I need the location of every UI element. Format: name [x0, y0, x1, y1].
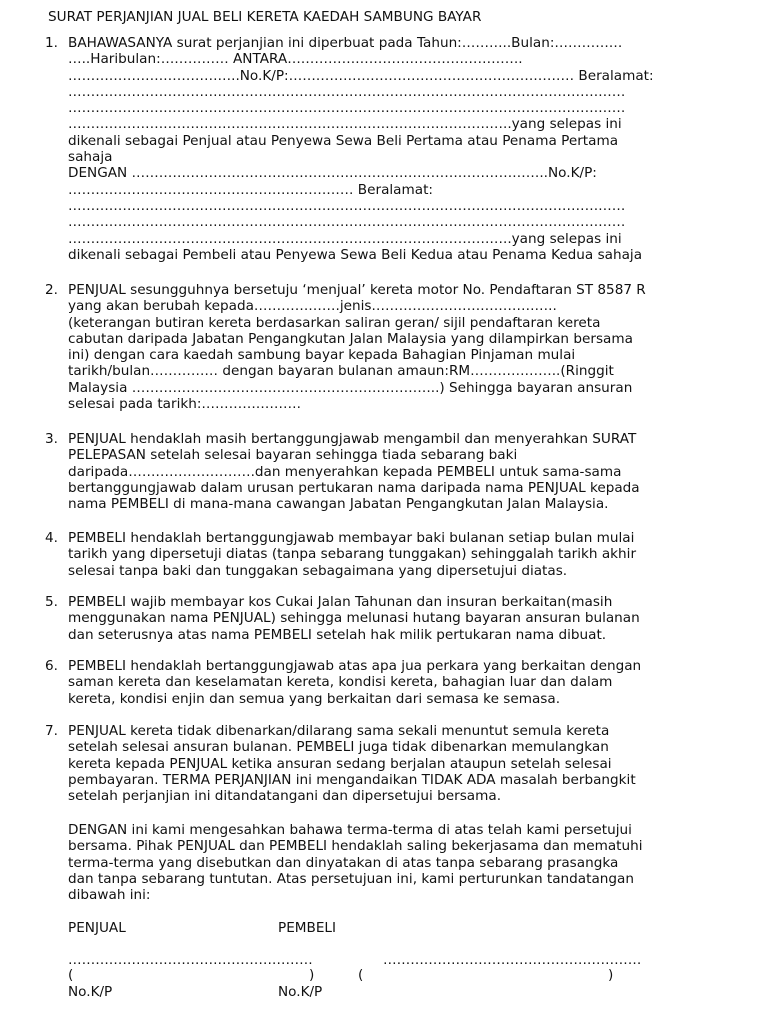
- clause-line: ……………………………………………………………………………………………………………: [68, 100, 626, 117]
- clause-line: ……………………………………………………………………………………..yang selepas ini: [68, 230, 622, 247]
- clause-line: PEMBELI wajib membayar kos Cukai Jalan Tahunan dan insuran berkaitan(masih: [68, 594, 613, 610]
- clause-line: PELEPASAN setelah selesai bayaran sehingga tiada sebarang baki: [68, 447, 518, 464]
- clause-number: 5.: [45, 594, 58, 610]
- clause-line: saman kereta dan keselamatan kereta, kondisi kereta, bahagian luar dan dalam: [68, 674, 613, 691]
- clause-text: [68, 530, 728, 579]
- clause-text: [68, 282, 728, 412]
- seller-nokp-label: No.K/P: [68, 984, 113, 1000]
- clause-line: kereta, kondisi enjin dan semua yang berkaitan dari semasa ke semasa.: [68, 690, 561, 707]
- clause-line: dikenali sebagai Penjual atau Penyewa Sewa Beli Pertama atau Penama Pertama: [68, 132, 619, 149]
- closing-line: dibawah ini:: [68, 887, 151, 904]
- closing-line: DENGAN ini kami mengesahkan bahawa terma-terma di atas telah kami persetujui: [68, 822, 632, 838]
- buyer-name-paren-close: ): [608, 967, 614, 983]
- buyer-nokp-label: No.K/P: [278, 984, 323, 1000]
- clause-line: PENJUAL sesungguhnya bersetuju ‘menjual’ kereta motor No. Pendaftaran ST 8587 R: [68, 282, 646, 298]
- clause-line: ……………………………………………………………………………………………………………: [68, 83, 626, 100]
- clause-line: dikenali sebagai Pembeli atau Penyewa Sewa Beli Kedua atau Penama Kedua sahaja: [68, 246, 643, 263]
- clause-line: kereta kepada PENJUAL ketika ansuran sedang berjalan ataupun setelah selesai: [68, 755, 612, 772]
- seller-label: PENJUAL: [68, 920, 126, 936]
- clause-number: 4.: [45, 530, 58, 546]
- clause-line: PENJUAL hendaklah masih bertanggungjawab mengambil dan menyerahkan SURAT: [68, 431, 637, 447]
- seller-name-paren-open: (: [68, 967, 74, 983]
- clause-line: tarikh/bulan…………… dengan bayaran bulanan amaun:RM………………..(Ringgit: [68, 363, 614, 380]
- clause-line: setelah selesai ansuran bulanan. PEMBELI juga tidak dibenarkan memulangkan: [68, 739, 609, 756]
- clause-text: [68, 35, 728, 263]
- clause-text: [68, 723, 728, 804]
- clause-line: menggunakan nama PENJUAL) sehingga melunasi hutang bayaran ansuran bulanan: [68, 610, 640, 627]
- clause-line: selesai pada tarikh:………………….: [68, 396, 301, 413]
- clause-line: (keterangan butiran kereta berdasarkan saliran geran/ sijil pendaftaran kereta: [68, 314, 601, 331]
- clause-number: 1.: [45, 35, 58, 51]
- closing-line: bersama. Pihak PENJUAL dan PEMBELI hendaklah saling bekerjasama dan mematuhi: [68, 838, 643, 855]
- clause-line: ……………………………………………………………………………………………………………: [68, 214, 626, 231]
- clause-line: PEMBELI hendaklah bertanggungjawab membayar baki bulanan setiap bulan mulai: [68, 530, 635, 546]
- clause-line: PEMBELI hendaklah bertanggungjawab atas apa jua perkara yang berkaitan dengan: [68, 658, 642, 674]
- seller-signature-line: ………………………………………………: [68, 952, 313, 968]
- clause-line: cabutan daripada Jabatan Pengangkutan Jalan Malaysia yang dilampirkan bersama: [68, 330, 633, 347]
- buyer-label: PEMBELI: [278, 920, 337, 936]
- clause-line: dan seterusnya atas nama PEMBELI setelah hak milik pertukaran nama dibuat.: [68, 626, 607, 643]
- clause-line: ini) dengan cara kaedah sambung bayar kepada Bahagian Pinjaman mulai: [68, 347, 576, 364]
- clause-line: BAHAWASANYA surat perjanjian ini diperbuat pada Tahun:………..Bulan:……………: [68, 35, 623, 51]
- document-title: SURAT PERJANJIAN JUAL BELI KERETA KAEDAH SAMBUNG BAYAR: [48, 9, 482, 25]
- clause-line: …..Haribulan:…………… ANTARA…………………………………………….: [68, 51, 523, 68]
- seller-name-paren-close: ): [309, 967, 315, 983]
- clause-line: bertanggungjawab dalam urusan pertukaran nama daripada nama PENJUAL kepada: [68, 479, 640, 496]
- clause-line: DENGAN ………………………………………………………………………………..No.K/P:: [68, 165, 597, 182]
- clause-line: ……………………………………………………………………………………………………………: [68, 197, 626, 214]
- clause-line: ……………………………………………………………………………………..yang selepas ini: [68, 116, 622, 133]
- clause-line: setelah perjanjian ini ditandatangani dan dipersetujui bersama.: [68, 788, 502, 805]
- clause-number: 3.: [45, 431, 58, 447]
- clause-number: 6.: [45, 658, 58, 674]
- closing-line: terma-terma yang disebutkan dan dinyatakan di atas tanpa sebarang prasangka: [68, 854, 619, 871]
- clause-line: ……………………………………………………… Beralamat:: [68, 181, 433, 198]
- buyer-signature-line: …………………………………………………: [383, 952, 642, 968]
- buyer-name-paren-open: (: [358, 967, 364, 983]
- clause-line: yang akan berubah kepada……………….jenis…………………………………..: [68, 298, 557, 315]
- clause-line: daripada……………………….dan menyerahkan kepada PEMBELI untuk sama-sama: [68, 463, 622, 480]
- closing-statement: [68, 822, 728, 903]
- clause-line: nama PEMBELI di mana-mana cawangan Jabatan Pengangkutan Jalan Malaysia.: [68, 496, 609, 513]
- clause-line: sahaja: [68, 149, 113, 166]
- clause-line: PENJUAL kereta tidak dibenarkan/dilarang sama sekali menuntut semula kereta: [68, 723, 610, 739]
- clause-line: tarikh yang dipersetuji diatas (tanpa sebarang tunggakan) sehinggalah tarikh akhir: [68, 546, 637, 563]
- clause-text: [68, 658, 728, 707]
- clause-line: pembayaran. TERMA PERJANJIAN ini mengandaikan TIDAK ADA masalah berbangkit: [68, 771, 636, 788]
- clause-number: 2.: [45, 282, 58, 298]
- closing-line: dan tanpa sebarang tuntutan. Atas persetujuan ini, kami perturunkan tandatangan: [68, 870, 634, 887]
- clause-line: selesai tanpa baki dan tunggakan sebagaimana yang dipersetujui diatas.: [68, 562, 568, 579]
- clause-line: ………………………………..No.K/P:……………………………………………………… Beralamat:: [68, 67, 654, 84]
- clause-number: 7.: [45, 723, 58, 739]
- clause-text: [68, 431, 728, 512]
- clause-text: [68, 594, 728, 643]
- clause-line: Malaysia …………………………………………………………..) Sehingga bayaran ansuran: [68, 379, 633, 396]
